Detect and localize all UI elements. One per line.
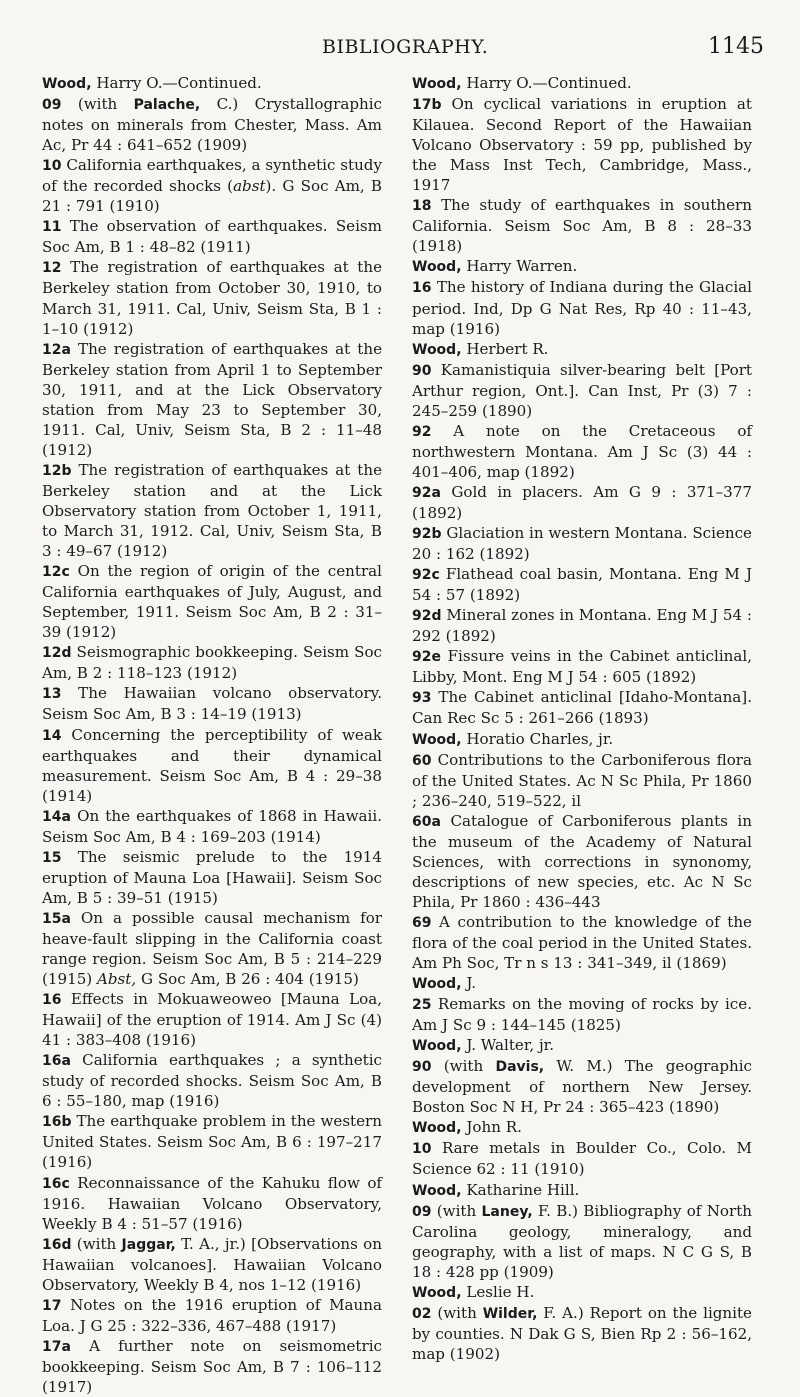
bibliography-entry bbox=[412, 94, 752, 195]
author-surname: Wood, bbox=[412, 1182, 462, 1199]
entry-text: The Hawaiian volcano observatory. Seism Soc Am, B 3 : 14–19 (1913) bbox=[42, 684, 382, 724]
bibliography-entry bbox=[42, 1111, 382, 1172]
author-given-name: Harry O.—Continued. bbox=[461, 74, 632, 92]
entry-number: 14a bbox=[42, 808, 71, 825]
entry-text: The history of Indiana during the Glacial period. Ind, Dp G Nat Res, Rp 40 : 11–43, map (1916) bbox=[412, 278, 752, 338]
entry-number: 09 bbox=[412, 1203, 432, 1220]
bibliography-entry bbox=[42, 1336, 382, 1397]
bibliography-entry bbox=[412, 687, 752, 728]
entry-text: The registration of earthquakes at the Berkeley station from April 1 to September 30, 1911, and at the Lick Observatory station from May 23 to September 30, 1911. Cal, Univ, Seism Sta, B 2 : 11–48 (1912) bbox=[42, 339, 382, 459]
entry-text: (with bbox=[431, 1303, 483, 1322]
entry-number: 60a bbox=[412, 813, 441, 830]
italic-text: abst bbox=[233, 177, 266, 196]
entry-text: Rare metals in Boulder Co., Colo. M Science 62 : 11 (1910) bbox=[412, 1139, 752, 1179]
bibliography-entry bbox=[412, 421, 752, 482]
bibliography-entry bbox=[42, 155, 382, 216]
author-given-name: Harry O.—Continued. bbox=[91, 74, 262, 92]
author-given-name: Herbert R. bbox=[461, 339, 549, 358]
author-surname: Wood, bbox=[412, 259, 462, 276]
author-given-name: J. bbox=[461, 974, 477, 993]
entry-number: 11 bbox=[42, 219, 62, 236]
entry-number: 14 bbox=[42, 727, 62, 744]
entry-text: A further note on seismometric bookkeeping. Seism Soc Am, B 7 : 106–112 (1917) bbox=[42, 1336, 382, 1396]
entry-text: The earthquake problem in the western United States. Seism Soc Am, B 6 : 197–217 (1916) bbox=[42, 1112, 382, 1172]
entry-text: Reconnaissance of the Kahuku flow of 1916. Hawaiian Volcano Observatory, Weekly B 4 : 51–57 (1916) bbox=[42, 1173, 382, 1233]
bibliography-entry bbox=[42, 94, 382, 155]
bibliography-entry bbox=[412, 646, 752, 687]
author-given-name: J. Walter, jr. bbox=[461, 1036, 555, 1055]
entry-text: (with bbox=[431, 1201, 482, 1220]
entry-number: 12 bbox=[42, 260, 62, 277]
entry-number: 12b bbox=[42, 462, 72, 479]
bibliography-entry bbox=[42, 1173, 382, 1234]
entry-text: California earthquakes ; a synthetic study of recorded shocks. Seism Soc Am, B 6 : 55–180, map (1916) bbox=[42, 1051, 382, 1111]
entry-number: 10 bbox=[412, 1141, 432, 1158]
entry-text: The observation of earthquakes. Seism Soc Am, B 1 : 48–82 (1911) bbox=[42, 217, 382, 257]
entry-number: 16 bbox=[412, 280, 432, 297]
author-heading bbox=[412, 256, 752, 277]
entry-text: F. B.) Bibliography of North Carolina geology, mineralogy, and geography, with a list of maps. N C G S, B 18 : 428 pp (1909) bbox=[412, 1201, 752, 1281]
entry-number: 60 bbox=[412, 752, 432, 769]
coauthor-name: Laney, bbox=[481, 1203, 533, 1220]
entry-text: Concerning the perceptibility of weak earthquakes and their dynamical measurement. Seism Soc Am, B 4 : 29–38 (1914) bbox=[42, 725, 382, 805]
author-heading bbox=[412, 339, 752, 360]
coauthor-name: Palache, bbox=[133, 97, 201, 114]
author-given-name: Harry Warren. bbox=[461, 257, 578, 276]
entry-text: On the region of origin of the central California earthquakes of July, August, and September, 1911. Seism Soc Am, B 2 : 31–39 (1912) bbox=[42, 562, 382, 642]
entry-number: 17 bbox=[42, 1297, 62, 1314]
entry-number: 25 bbox=[412, 997, 432, 1014]
author-given-name: Leslie H. bbox=[461, 1282, 535, 1301]
entry-number: 02 bbox=[412, 1305, 432, 1322]
entry-number: 92b bbox=[412, 526, 442, 543]
author-heading bbox=[412, 73, 752, 94]
left-column bbox=[42, 73, 382, 1397]
entry-number: 69 bbox=[412, 914, 432, 931]
entry-number: 13 bbox=[42, 686, 62, 703]
bibliography-entry bbox=[42, 683, 382, 724]
author-surname: Wood, bbox=[412, 341, 462, 358]
entry-text: Notes on the 1916 eruption of Mauna Loa. J G 25 : 322–336, 467–488 (1917) bbox=[42, 1295, 382, 1335]
bibliography-entry bbox=[42, 908, 382, 989]
author-surname: Wood, bbox=[412, 1120, 462, 1137]
author-surname: Wood, bbox=[412, 731, 462, 748]
author-given-name: Katharine Hill. bbox=[461, 1180, 580, 1199]
coauthor-name: Wilder, bbox=[482, 1305, 538, 1322]
bibliography-entry bbox=[412, 605, 752, 646]
author-given-name: Horatio Charles, jr. bbox=[461, 729, 614, 748]
entry-number: 10 bbox=[42, 158, 62, 175]
author-surname: Wood, bbox=[412, 976, 462, 993]
entry-text: Gold in placers. Am G 9 : 371–377 (1892) bbox=[412, 482, 752, 522]
italic-text: Abst, bbox=[97, 970, 137, 989]
entry-number: 92d bbox=[412, 608, 442, 625]
entry-text: On cyclical variations in eruption at Kilauea. Second Report of the Hawaiian Volcano Observatory : 59 pp, published by the Mass Inst Tech, Cambridge, Mass., 1917 bbox=[412, 95, 752, 195]
entry-text: Flathead coal basin, Montana. Eng M J 54 : 57 (1892) bbox=[412, 565, 752, 605]
running-head: BIBLIOGRAPHY. bbox=[322, 36, 489, 58]
entry-number: 16 bbox=[42, 992, 62, 1009]
author-surname: Wood, bbox=[412, 1038, 462, 1055]
entry-text: Catalogue of Carboniferous plants in the museum of the Academy of Natural Sciences, with corrections in synonomy, descriptions of new species, etc. Ac N Sc Phila, Pr 1860 : 436–443 bbox=[412, 811, 752, 911]
bibliography-entry bbox=[412, 277, 752, 338]
bibliography-entry bbox=[42, 642, 382, 683]
entry-text: F. A.) Report on the lignite by counties. N Dak G S, Bien Rp 2 : 56–162, map (1902) bbox=[412, 1303, 752, 1363]
bibliography-entry bbox=[42, 806, 382, 847]
coauthor-name: Jaggar, bbox=[121, 1236, 176, 1253]
right-column bbox=[412, 73, 752, 1364]
entry-text: Remarks on the moving of rocks by ice. Am J Sc 9 : 144–145 (1825) bbox=[412, 995, 752, 1035]
entry-number: 17b bbox=[412, 97, 442, 114]
entry-text: (with bbox=[61, 95, 134, 114]
author-heading bbox=[412, 1180, 752, 1201]
entry-number: 16d bbox=[42, 1236, 72, 1253]
author-heading bbox=[412, 1035, 752, 1056]
entry-text: Mineral zones in Montana. Eng M J 54 : 292 (1892) bbox=[412, 606, 752, 646]
bibliography-entry bbox=[42, 216, 382, 257]
bibliography-entry bbox=[42, 339, 382, 460]
coauthor-name: Davis, bbox=[495, 1059, 545, 1076]
bibliography-entry bbox=[42, 847, 382, 908]
author-surname: Wood, bbox=[412, 1284, 462, 1301]
entry-number: 90 bbox=[412, 362, 432, 379]
bibliography-entry bbox=[412, 1138, 752, 1179]
bibliography-entry bbox=[412, 1303, 752, 1364]
entry-number: 90 bbox=[412, 1059, 432, 1076]
bibliography-entry bbox=[412, 750, 752, 811]
entry-text: The Cabinet anticlinal [Idaho-Montana]. Can Rec Sc 5 : 261–266 (1893) bbox=[412, 688, 752, 728]
bibliography-entry bbox=[412, 360, 752, 421]
entry-number: 18 bbox=[412, 198, 432, 215]
bibliography-entry bbox=[412, 1056, 752, 1117]
entry-text: W. M.) The geographic development of northern New Jersey. Boston Soc N H, Pr 24 : 365–423 (1890) bbox=[412, 1057, 752, 1117]
bibliography-entry bbox=[412, 195, 752, 256]
entry-text: The study of earthquakes in southern California. Seism Soc Am, B 8 : 28–33 (1918) bbox=[412, 196, 752, 256]
entry-number: 92a bbox=[412, 484, 441, 501]
author-surname: Wood, bbox=[412, 76, 462, 92]
author-given-name: John R. bbox=[461, 1118, 522, 1137]
entry-text: The registration of earthquakes at the Berkeley station from October 30, 1910, to March 31, 1911. Cal, Univ, Seism Sta, B 1 : 1–10 (1912) bbox=[42, 258, 382, 338]
author-heading bbox=[412, 973, 752, 994]
bibliography-entry bbox=[412, 811, 752, 912]
entry-text: T. A., jr.) [Observations on Hawaiian volcanoes]. Hawaiian Volcano Observatory, Weekly B 4, nos 1–12 (1916) bbox=[42, 1234, 382, 1294]
entry-number: 15a bbox=[42, 910, 71, 927]
entry-number: 92e bbox=[412, 649, 441, 666]
author-heading bbox=[412, 729, 752, 750]
entry-text: Contributions to the Carboniferous flora of the United States. Ac N Sc Phila, Pr 1860 ; 236–240, 519–522, il bbox=[412, 750, 752, 810]
entry-text: A contribution to the knowledge of the flora of the coal period in the United States. Am Ph Soc, Tr n s 13 : 341–349, il (1869) bbox=[412, 912, 752, 973]
entry-number: 93 bbox=[412, 690, 432, 707]
entry-text: Glaciation in western Montana. Science 20 : 162 (1892) bbox=[412, 524, 752, 564]
entry-number: 12c bbox=[42, 564, 70, 581]
entry-text: The registration of earthquakes at the Berkeley station and at the Lick Observatory station from October 1, 1911, to March 31, 1912. Cal, Univ, Seism Sta, B 3 : 49–67 (1912) bbox=[42, 460, 382, 561]
entry-text: On the earthquakes of 1868 in Hawaii. Seism Soc Am, B 4 : 169–203 (1914) bbox=[42, 806, 382, 846]
author-heading bbox=[412, 1117, 752, 1138]
entry-text: (with bbox=[431, 1057, 496, 1076]
entry-text: Kamanistiquia silver-bearing belt [Port Arthur region, Ont.]. Can Inst, Pr (3) 7 : 245–259 (1890) bbox=[412, 360, 752, 420]
entry-text: The seismic prelude to the 1914 eruption of Mauna Loa [Hawaii]. Seism Soc Am, B 5 : 39–51 (1915) bbox=[42, 847, 382, 907]
entry-text: (with bbox=[71, 1234, 122, 1253]
page-number: 1145 bbox=[708, 34, 764, 59]
entry-number: 09 bbox=[42, 97, 62, 114]
entry-text: C.) Crystallographic notes on minerals from Chester, Mass. Am Ac, Pr 44 : 641–652 (1909) bbox=[42, 95, 382, 155]
bibliography-entry bbox=[412, 1201, 752, 1282]
entry-number: 12d bbox=[42, 645, 72, 662]
bibliography-entry bbox=[42, 257, 382, 338]
entry-number: 16a bbox=[42, 1053, 71, 1070]
page-header bbox=[0, 34, 800, 64]
bibliography-entry bbox=[412, 564, 752, 605]
bibliography-entry bbox=[42, 1050, 382, 1111]
entry-number: 17a bbox=[42, 1338, 71, 1355]
entry-number: 15 bbox=[42, 849, 62, 866]
entry-number: 92c bbox=[412, 567, 440, 584]
entry-text: Fissure veins in the Cabinet anticlinal, Libby, Mont. Eng M J 54 : 605 (1892) bbox=[412, 647, 752, 687]
bibliography-entry bbox=[42, 989, 382, 1050]
bibliography-entry bbox=[412, 482, 752, 523]
entry-text: Seismographic bookkeeping. Seism Soc Am, B 2 : 118–123 (1912) bbox=[42, 643, 382, 683]
bibliography-entry bbox=[42, 460, 382, 561]
bibliography-entry bbox=[412, 912, 752, 973]
bibliography-entry bbox=[42, 1295, 382, 1336]
entry-text: G Soc Am, B 26 : 404 (1915) bbox=[136, 970, 359, 989]
author-heading bbox=[42, 73, 382, 94]
entry-number: 16b bbox=[42, 1114, 72, 1131]
author-heading bbox=[412, 1282, 752, 1303]
entry-number: 92 bbox=[412, 423, 432, 440]
bibliography-entry bbox=[42, 725, 382, 806]
entry-number: 16c bbox=[42, 1175, 70, 1192]
entry-text: A note on the Cretaceous of northwestern Montana. Am J Sc (3) 44 : 401–406, map (1892) bbox=[412, 421, 752, 481]
bibliography-entry bbox=[42, 561, 382, 642]
bibliography-entry bbox=[42, 1234, 382, 1295]
entry-text: On a possible causal mechanism for heave-fault slipping in the California coast range region. Seism Soc Am, B 5 : 214–229 (1915) bbox=[42, 908, 382, 989]
entry-number: 12a bbox=[42, 341, 71, 358]
entry-text: California earthquakes, a synthetic study of the recorded shocks ( bbox=[42, 156, 382, 196]
author-surname: Wood, bbox=[42, 76, 92, 92]
bibliography-entry bbox=[412, 994, 752, 1035]
entry-text: Effects in Mokuaweoweo [Mauna Loa, Hawaii] of the eruption of 1914. Am J Sc (4) 41 : 383–408 (1916) bbox=[42, 990, 382, 1050]
entry-text: ). G Soc Am, B 21 : 791 (1910) bbox=[42, 177, 382, 216]
bibliography-entry bbox=[412, 523, 752, 564]
